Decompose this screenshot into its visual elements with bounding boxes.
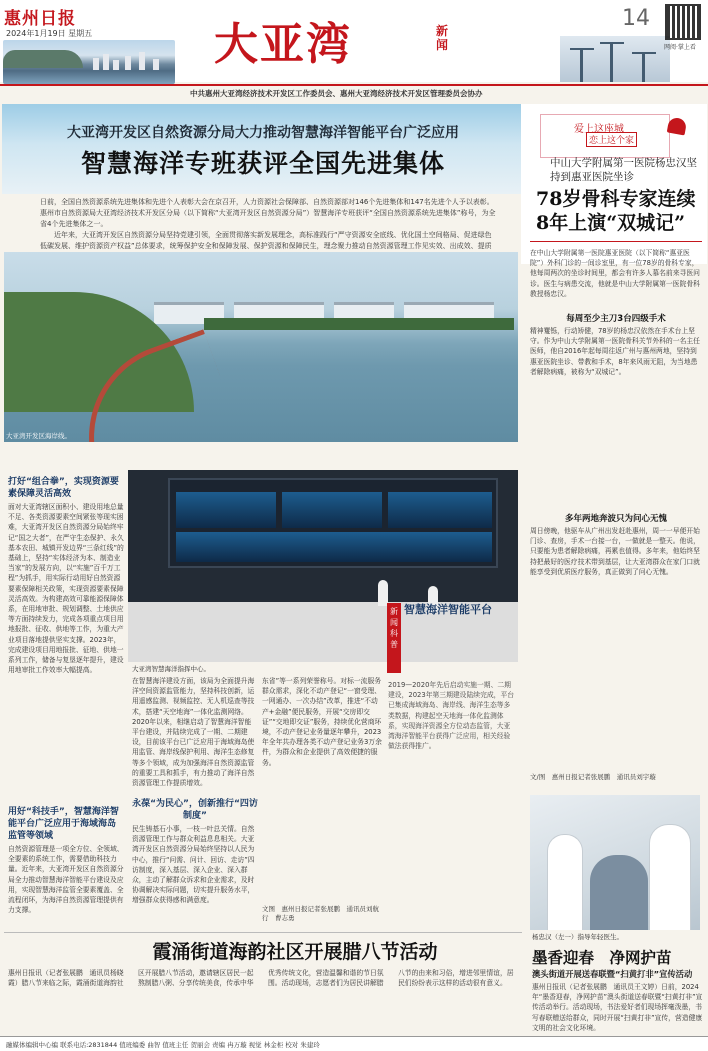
bottom-rule (4, 932, 522, 933)
section1-title: 打好“组合拳”，实现资源要素保障灵活高效 (8, 477, 119, 499)
col3-body: 东省”等一系列荣誉称号。对标一流服务群众需求，深化不动产登记“一窗受理、一网通办、一次办结”改革，推进“不动产+金融”便民服务，开展“交房即交证”“交地即交证”服务，持续优化营商环境，不动产登记业务量逐年攀升，2023年全年共办理各类不动产登记业务3万余件，为群众和企业提供了高效便捷的服务。 (262, 677, 382, 767)
page-number: 14 (622, 6, 650, 31)
bottom-headline: 霞涌街道海韵社区开展腊八节活动 (152, 941, 438, 963)
sidebar-tag: 新闻科普 (387, 603, 401, 673)
photo1-caption: 大亚湾开发区海岸线。 (6, 432, 71, 440)
masthead-rule (0, 84, 708, 86)
section2-title: 用好“科技手”，智慧海洋智能平台广泛应用于海域海岛监管等领域 (8, 807, 119, 841)
lead-credit: 文图 惠州日报记者张展鹏 通讯员刘航行 曹志勇 (262, 905, 379, 922)
right-headline: 78岁骨科专家连续8年上演“双城记” (536, 188, 696, 234)
section1-body: 面对大亚湾辖区面积小、建设用地总量不足、各类资源要素空间紧张等现实困难，大亚湾开发区自然资源分局始终牢记“国之大者”，在严守生态保护、永久基本农田、城镇开发边界“三条红线”的基础上，坚持“实体经济为本、制造业当家”的发展方向，以“实施”百千万工程”为抓手，用实际行动用好自然资源要素保障相关政策，实现资源要素保障灵活高效。为构建高效可靠能源保障体系，在用地审批、规划调整、土地供应等方面持续发力，完成各项重点项目用地报批、征收、供地等工作，为重大产业项目落地提供坚实支撑。2023年，完成建设项目用地报批、征地、供地一系列工作，储备与复垦逐年提升，建设用地审批工作效率大幅提高。 (8, 503, 124, 675)
footer-credits: 融媒体编辑中心编 联系电话:2831844 值班编委 曲智 值班主任 贺丽会 责编 冉万璇 视觉 林金柜 校对 朱建玲 (6, 1041, 320, 1049)
col2-body-2: 民生铸基石小事，一枝一叶总关情。自然资源管理工作与群众利益息息相关。大亚湾开发区自然资源分局始终坚持以人民为中心，推行“问需、问计、回访、走访”四访制度，深入基层、深入企业、深入群众，主动了解群众诉求和企业需求，及时协调解决实际问题，切实提升服务水平，增强群众获得感和满意度。 (132, 825, 255, 905)
right-story2-body: 惠州日报讯（记者张展鹏 通讯员王文婷）日前，2024年“墨香迎春，净网护苗”澳头街道送春联暨“扫黄打非”宣传活动举行。活动现场，书法爱好者们现场挥毫泼墨，书写春联赠送给群众，同时开展“扫黄打非”宣传，营造健康文明的社会文化环境。 (532, 983, 703, 1032)
brand-suffix: 新闻 (436, 24, 449, 52)
photo2-caption: 大亚湾智慧海洋指挥中心。 (132, 665, 210, 673)
qr-code-icon[interactable] (665, 4, 701, 40)
col2-subhead: 永葆“为民心”，创新推行“四访制度” (132, 799, 258, 821)
bottom-body: 惠州日报讯（记者张展鹏 通讯员杨晓霞）腊八节来临之际，霞涌街道海韵社区开展腊八节活动，邀请辖区居民一起熬制腊八粥、分享传统美食，传承中华优秀传统文化，营造温馨和谐的节日氛围。活动现场，志愿者们为居民讲解腊八节的由来和习俗，增进邻里情谊，居民们纷纷表示这样的活动很有意义。 (8, 969, 514, 988)
coastline-photo (4, 252, 518, 442)
lead-subheadline: 大亚湾开发区自然资源分局大力推动智慧海洋智能平台广泛应用 (67, 125, 459, 141)
promo-line-1: 爱上这座城 (574, 124, 624, 135)
sidebar-body: 2019—2020年先后启动实施一期、二期建设，2023年第三期建设陆续完成，平台已集成海域海岛、海岸线、海洋生态等多类数据，构建起空天地海一体化监测体系，实现海洋资源全方位动态监管，大亚湾海洋智能平台获得广泛应用，相关经验做法获得推广。 (388, 681, 515, 751)
command-center-photo (128, 470, 518, 662)
masthead-coast-photo (3, 40, 175, 84)
sidebar-title: 智慧海洋智能平台 (404, 603, 492, 616)
right-section1-body: 精神矍铄，行动矫健，78岁的杨忠汉依然在手术台上坚守。作为中山大学附属第一医院骨科关节外科的一名主任医师，他自2016年起每周往返广州与惠州两地，坚持到惠亚医院坐诊、带教和手术，8年来风雨无阻，为当地患者解除病痛，被称为“双城记”。 (530, 327, 700, 376)
right-headline-2: 墨香迎春 净网护苗 (532, 948, 672, 967)
doctor-photo (530, 795, 700, 930)
right-subheadline-2: 澳头街道开展送春联暨“扫黄打非”宣传活动 (532, 969, 693, 979)
lede-paragraph-1: 日前，全国自然资源系统先进集体和先进个人表彰大会在京召开，人力资源社会保障部、自然资源部对146个先进集体和147名先进个人予以表彰。惠州市自然资源局大亚湾经济技术开发区分局（以下简称“大亚湾开发区自然资源分局”）智慧海洋专班获评“全国自然资源系统先进集体”称号，为全省4个先进集体之一。 (40, 198, 496, 228)
right-section2-title: 多年两地奔波只为问心无愧 (564, 514, 667, 524)
col2-body: 在智慧海洋建设方面，该局为全面提升海洋空间资源监管能力，坚持科技创新，运用遥感监测、视频监控、无人机巡查等技术，搭建“天空地海”一体化监测网络。2020年以来，相继启动了智慧海洋智能平台建设，并陆续完成了一期、二期建设，目前该平台已广泛应用于海域海岛使用监管、海岸线保护利用、海洋生态修复等多个领域，成为加强海洋自然资源监管的重要工具和抓手，有力推动了海洋自然资源管理工作提质增效。 (132, 677, 255, 788)
page-footer (0, 1036, 708, 1051)
right-section1-title: 每周至少主刀3台四级手术 (566, 314, 666, 324)
right-intro: 在中山大学附属第一医院惠亚医院（以下简称“惠亚医院”）外科门诊的一间诊室里，有一位78岁的骨科专家，他每周两次的坐诊时间里，都会有许多人慕名前来寻医问诊。医生与病患交流，他就是中山大学附属第一医院骨科教授杨忠汉。 (530, 249, 700, 298)
lead-headline: 智慧海洋专班获评全国先进集体 (80, 149, 445, 178)
right-rule (530, 241, 702, 242)
paper-logo: 惠州日报 (4, 9, 76, 29)
brand-title: 大亚湾 (214, 19, 352, 70)
sponsor-line: 中共惠州大亚湾经济技术开发区工作委员会、惠州大亚湾经济技术开发区管理委员会协办 (190, 89, 483, 98)
photo3-caption: 杨忠汉（左一）指导年轻医生。 (532, 933, 623, 941)
issue-date: 2024年1月19日 星期五 (6, 29, 93, 38)
section2-body: 自然资源管理是一项全方位、全领域、全要素的系统工作，需要借助科技力量。近年来，大亚湾开发区自然资源分局全力推动智慧海洋智能平台建设及应用，实现智慧海洋监管全要素覆盖、全流程闭环，为海洋自然资源管理提供有力支撑。 (8, 845, 124, 915)
lede-paragraph-2: 近年来，大亚湾开发区自然资源分局坚持党建引领，全面贯彻落实新发展理念，高标准践行“严守资源安全底线、优化国土空间格局、促进绿色低碳发展、维护资源资产权益”总体要求，统筹保护安全和保障发展、保护资源和保障民生，理念聚力推动自然资源管理工作见实效、出成效、提质 (40, 231, 492, 250)
port-cranes-photo (560, 36, 670, 82)
right-subheadline: 中山大学附属第一医院杨忠汉坚持到惠亚医院坐诊 (550, 157, 697, 183)
right-credit: 文/图 惠州日报记者张展鹏 通讯员刘宇璇 (530, 773, 656, 781)
qr-caption: 网阅·掌上看 (664, 44, 696, 51)
promo-line-2: 恋上这个家 (586, 132, 637, 147)
right-section2-body: 周日傍晚，他驱车从广州出发赶赴惠州，周一一早便开始门诊、查房，手术一台接一台，一做就是一整天。他说，只要能为患者解除病痛，再累也值得。多年来，他始终坚持把最好的医疗技术带到基层，让大亚湾群众在家门口就能享受到优质医疗服务，真正做到了问心无愧。 (530, 527, 700, 576)
